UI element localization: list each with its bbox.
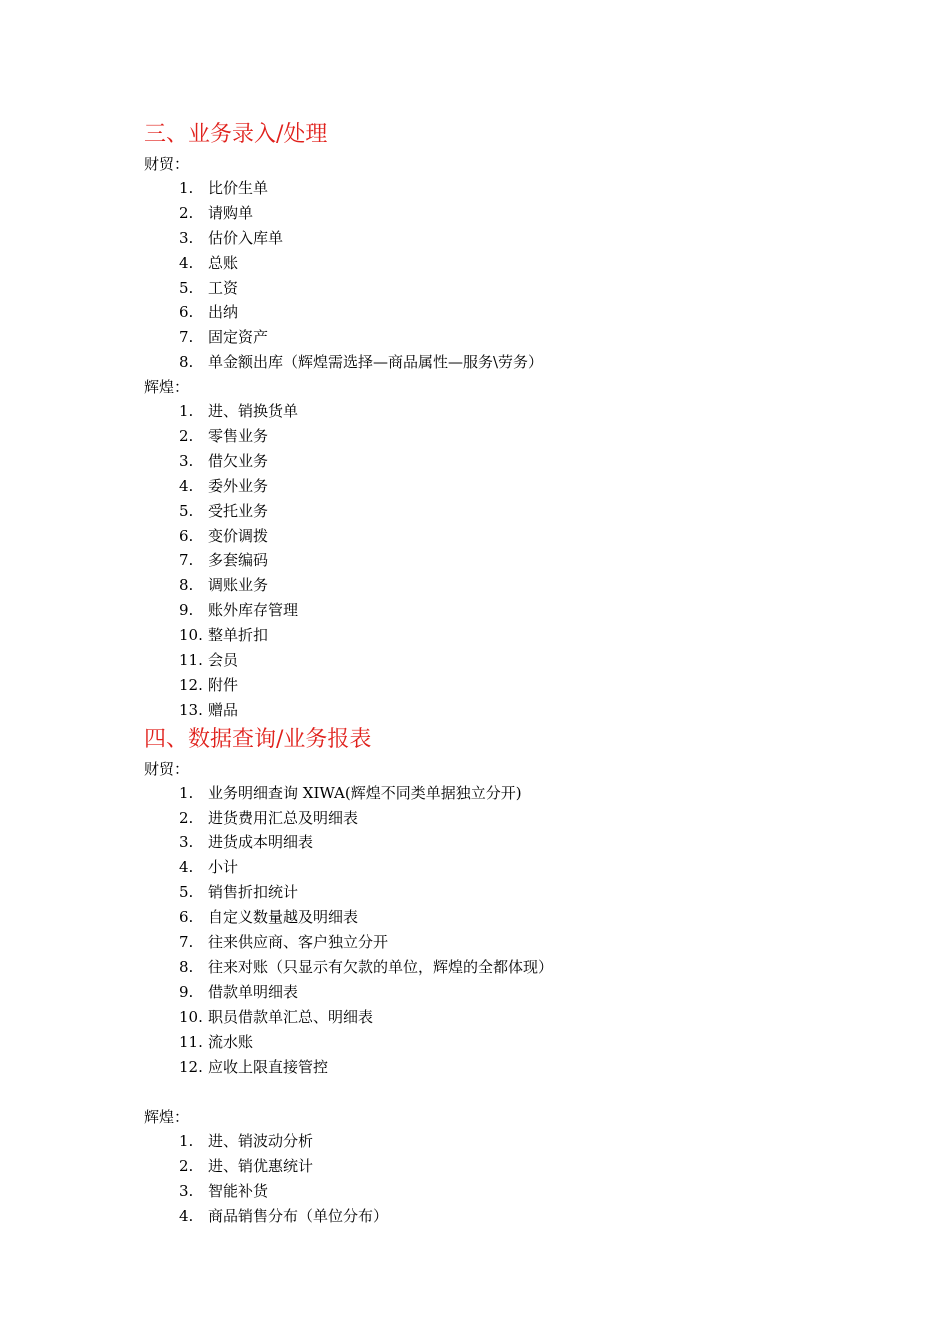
list-item-number: 7.	[179, 551, 194, 570]
list-item-text: 应收上限直接管控	[208, 1057, 329, 1076]
section-heading-business-entry: 三、业务录入/处理	[144, 122, 328, 147]
list-item	[144, 905, 844, 930]
list-item-text: 附件	[208, 675, 239, 694]
list-item-text: 零售业务	[208, 427, 269, 446]
list-item-number: 4.	[179, 1207, 194, 1226]
list-item-text: 总账	[208, 253, 239, 272]
list-item-text: 智能补货	[208, 1182, 269, 1201]
document-page	[144, 118, 844, 1229]
group-label-huihuang: 辉煌：	[144, 378, 190, 397]
list-item-text: 受托业务	[208, 501, 269, 520]
list-item-text: 进、销换货单	[208, 402, 299, 421]
paragraph-spacer	[144, 1079, 844, 1105]
list-item-number: 1.	[179, 402, 194, 421]
list-huihuang-reports	[144, 1129, 844, 1229]
list-item	[144, 1005, 844, 1030]
list-item	[144, 806, 844, 831]
list-item	[144, 548, 844, 573]
list-item-number: 3.	[179, 451, 194, 470]
section-heading-data-query: 四、数据查询/业务报表	[144, 726, 372, 752]
list-item	[144, 648, 844, 673]
list-item-text: 借款单明细表	[208, 982, 299, 1001]
list-item	[144, 781, 844, 806]
list-item-text: 调账业务	[208, 576, 269, 595]
list-caimao-reports	[144, 781, 844, 1080]
list-item-text: 职员借款单汇总、明细表	[208, 1007, 374, 1026]
list-item	[144, 499, 844, 524]
list-item-number: 4.	[179, 858, 194, 877]
list-item-number: 13.	[179, 700, 203, 719]
list-item-text: 小计	[208, 858, 239, 877]
list-item	[144, 930, 844, 955]
list-item-number: 2.	[179, 427, 194, 446]
list-item	[144, 1030, 844, 1055]
list-item-number: 7.	[179, 328, 194, 347]
list-item-number: 2.	[179, 1157, 194, 1176]
list-item	[144, 350, 844, 375]
list-item-text: 单金额出库（辉煌需选择—商品属性—服务\劳务）	[208, 353, 544, 372]
list-item	[144, 226, 844, 251]
list-item	[144, 1204, 844, 1229]
list-item-text: 委外业务	[208, 476, 269, 495]
list-item-text: 进货成本明细表	[208, 833, 314, 852]
list-item	[144, 880, 844, 905]
list-item-text: 进、销优惠统计	[208, 1157, 314, 1176]
list-item-text: 固定资产	[208, 328, 269, 347]
list-item-number: 8.	[179, 576, 194, 595]
list-item-text: 出纳	[208, 303, 239, 322]
list-item	[144, 673, 844, 698]
list-item-text: 销售折扣统计	[208, 883, 299, 902]
list-item-text: 借欠业务	[208, 451, 269, 470]
list-item-number: 9.	[179, 601, 194, 620]
list-item	[144, 524, 844, 549]
list-item-number: 12.	[179, 675, 203, 694]
list-item-text: 多套编码	[208, 551, 269, 570]
list-item	[144, 276, 844, 301]
list-item-text: 进货费用汇总及明细表	[208, 808, 359, 827]
list-item-text: 请购单	[208, 203, 254, 222]
list-item-text: 流水账	[208, 1032, 254, 1051]
list-caimao-entry	[144, 176, 844, 375]
list-item	[144, 325, 844, 350]
list-item-number: 9.	[179, 982, 194, 1001]
list-item-text: 赠品	[208, 700, 239, 719]
list-item	[144, 474, 844, 499]
list-item-text: 自定义数量越及明细表	[208, 908, 359, 927]
list-item-text: 变价调拨	[208, 526, 269, 545]
list-item	[144, 1179, 844, 1204]
list-item-number: 11.	[179, 1032, 203, 1051]
list-item-number: 1.	[179, 179, 194, 197]
list-item-text: 会员	[208, 651, 239, 670]
list-item-number: 8.	[179, 957, 194, 976]
list-item-text: 往来供应商、客户独立分开	[208, 933, 389, 952]
list-item-number: 7.	[179, 933, 194, 952]
list-item	[144, 399, 844, 424]
list-item	[144, 1055, 844, 1080]
group-label-huihuang: 辉煌：	[144, 1108, 190, 1127]
list-item-number: 3.	[179, 228, 194, 247]
list-item-number: 1.	[179, 783, 194, 802]
list-item	[144, 1154, 844, 1179]
list-item	[144, 698, 844, 723]
list-item	[144, 449, 844, 474]
list-item	[144, 598, 844, 623]
list-item	[144, 573, 844, 598]
group-label-caimao: 财贸：	[144, 155, 190, 173]
list-item	[144, 830, 844, 855]
list-item-number: 3.	[179, 833, 194, 852]
list-item-text: 估价入库单	[208, 228, 284, 247]
list-item-number: 6.	[179, 303, 194, 322]
list-item	[144, 955, 844, 980]
list-item-number: 2.	[179, 808, 194, 827]
list-item	[144, 201, 844, 226]
list-item-number: 4.	[179, 253, 194, 272]
list-item-number: 4.	[179, 476, 194, 495]
list-item	[144, 623, 844, 648]
list-item-text: 业务明细查询 XIWA(辉煌不同类单据独立分开)	[208, 783, 522, 802]
list-item-number: 8.	[179, 353, 194, 372]
list-item-number: 6.	[179, 908, 194, 927]
list-item-text: 比价生单	[208, 179, 269, 197]
list-item-text: 进、销波动分析	[208, 1132, 314, 1151]
list-item	[144, 855, 844, 880]
list-item-number: 1.	[179, 1132, 194, 1151]
list-item	[144, 980, 844, 1005]
list-item-number: 5.	[179, 883, 194, 902]
list-huihuang-entry	[144, 399, 844, 723]
list-item-number: 6.	[179, 526, 194, 545]
list-item	[144, 1129, 844, 1154]
list-item-number: 2.	[179, 203, 194, 222]
list-item-text: 整单折扣	[208, 626, 269, 645]
list-item	[144, 300, 844, 325]
list-item-number: 10.	[179, 1007, 203, 1026]
list-item-number: 10.	[179, 626, 203, 645]
list-item-text: 往来对账（只显示有欠款的单位，辉煌的全都体现）	[208, 957, 554, 976]
list-item-text: 账外库存管理	[208, 601, 299, 620]
list-item	[144, 176, 844, 201]
list-item-number: 12.	[179, 1057, 203, 1076]
list-item-number: 5.	[179, 278, 194, 297]
list-item-number: 3.	[179, 1182, 194, 1201]
group-label-caimao: 财贸：	[144, 759, 190, 778]
list-item-number: 11.	[179, 651, 203, 670]
list-item-number: 5.	[179, 501, 194, 520]
list-item	[144, 251, 844, 276]
list-item-text: 商品销售分布（单位分布）	[208, 1207, 389, 1226]
list-item	[144, 424, 844, 449]
list-item-text: 工资	[208, 278, 239, 297]
